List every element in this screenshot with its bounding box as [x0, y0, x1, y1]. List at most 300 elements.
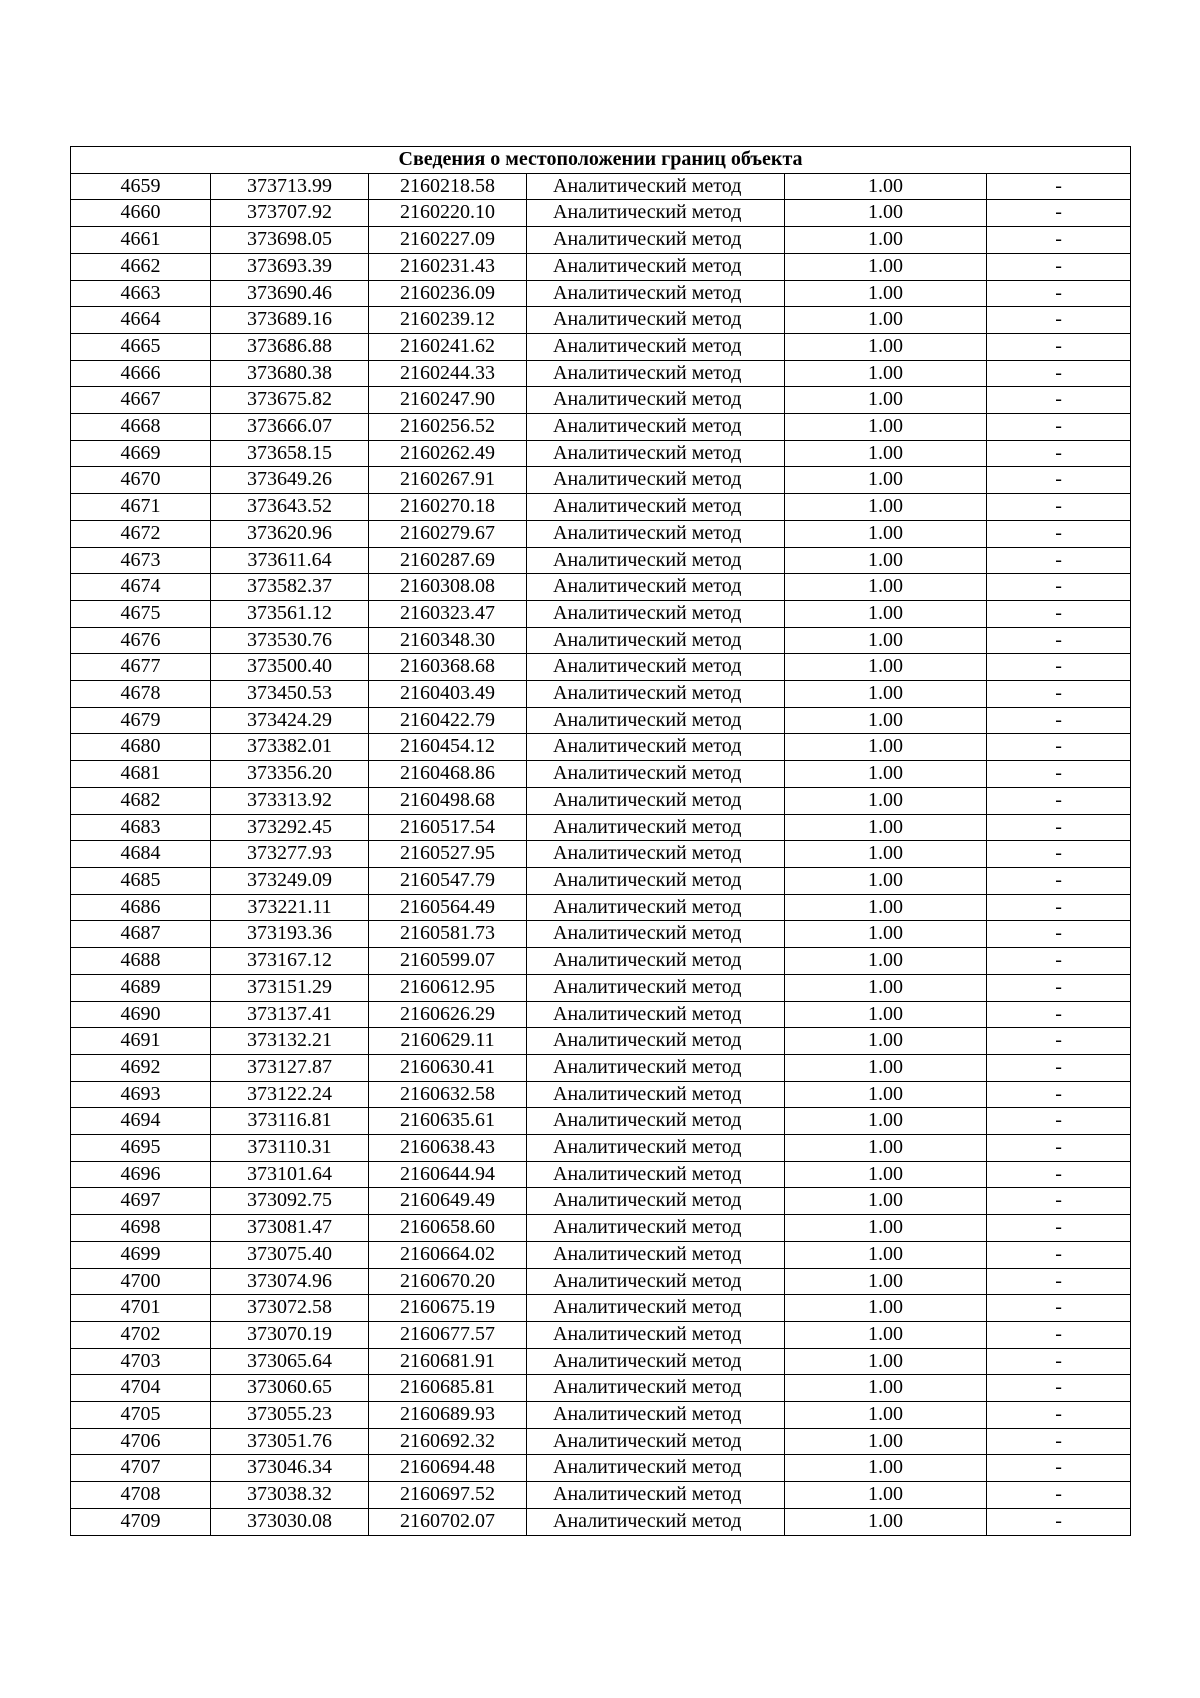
- x-coordinate: 373530.76: [211, 627, 369, 654]
- description-cell: -: [987, 414, 1131, 441]
- point-number: 4674: [71, 574, 211, 601]
- y-coordinate: 2160547.79: [369, 867, 527, 894]
- accuracy-cell: 1.00: [785, 921, 987, 948]
- method-cell: Аналитический метод: [527, 1108, 785, 1135]
- table-body: [71, 173, 1131, 1535]
- y-coordinate: 2160403.49: [369, 681, 527, 708]
- description-cell: -: [987, 761, 1131, 788]
- method-cell: Аналитический метод: [527, 1028, 785, 1055]
- table-title: Сведения о местоположении границ объекта: [71, 147, 1131, 174]
- description-cell: -: [987, 948, 1131, 975]
- point-number: 4659: [71, 173, 211, 200]
- table-row: [71, 1508, 1131, 1535]
- point-number: 4705: [71, 1402, 211, 1429]
- method-cell: Аналитический метод: [527, 681, 785, 708]
- point-number: 4702: [71, 1321, 211, 1348]
- description-cell: -: [987, 1108, 1131, 1135]
- y-coordinate: 2160348.30: [369, 627, 527, 654]
- method-cell: Аналитический метод: [527, 707, 785, 734]
- method-cell: Аналитический метод: [527, 227, 785, 254]
- description-cell: -: [987, 467, 1131, 494]
- point-number: 4701: [71, 1295, 211, 1322]
- y-coordinate: 2160368.68: [369, 654, 527, 681]
- method-cell: Аналитический метод: [527, 787, 785, 814]
- method-cell: Аналитический метод: [527, 654, 785, 681]
- y-coordinate: 2160287.69: [369, 547, 527, 574]
- point-number: 4704: [71, 1375, 211, 1402]
- point-number: 4708: [71, 1482, 211, 1509]
- description-cell: -: [987, 1508, 1131, 1535]
- x-coordinate: 373582.37: [211, 574, 369, 601]
- point-number: 4692: [71, 1054, 211, 1081]
- y-coordinate: 2160236.09: [369, 280, 527, 307]
- description-cell: -: [987, 1348, 1131, 1375]
- table-row: [71, 1028, 1131, 1055]
- table-row: [71, 1375, 1131, 1402]
- point-number: 4664: [71, 307, 211, 334]
- point-number: 4682: [71, 787, 211, 814]
- table-row: [71, 814, 1131, 841]
- table-row: [71, 307, 1131, 334]
- point-number: 4663: [71, 280, 211, 307]
- accuracy-cell: 1.00: [785, 520, 987, 547]
- point-number: 4679: [71, 707, 211, 734]
- x-coordinate: 373046.34: [211, 1455, 369, 1482]
- method-cell: Аналитический метод: [527, 414, 785, 441]
- accuracy-cell: 1.00: [785, 814, 987, 841]
- table-row: [71, 921, 1131, 948]
- table-row: [71, 1161, 1131, 1188]
- y-coordinate: 2160677.57: [369, 1321, 527, 1348]
- x-coordinate: 373072.58: [211, 1295, 369, 1322]
- x-coordinate: 373051.76: [211, 1428, 369, 1455]
- method-cell: Аналитический метод: [527, 1135, 785, 1162]
- x-coordinate: 373074.96: [211, 1268, 369, 1295]
- description-cell: -: [987, 494, 1131, 521]
- x-coordinate: 373689.16: [211, 307, 369, 334]
- description-cell: -: [987, 1295, 1131, 1322]
- x-coordinate: 373649.26: [211, 467, 369, 494]
- table-row: [71, 1348, 1131, 1375]
- y-coordinate: 2160638.43: [369, 1135, 527, 1162]
- y-coordinate: 2160599.07: [369, 948, 527, 975]
- point-number: 4688: [71, 948, 211, 975]
- point-number: 4680: [71, 734, 211, 761]
- table-row: [71, 227, 1131, 254]
- description-cell: -: [987, 253, 1131, 280]
- point-number: 4672: [71, 520, 211, 547]
- method-cell: Аналитический метод: [527, 280, 785, 307]
- description-cell: -: [987, 280, 1131, 307]
- accuracy-cell: 1.00: [785, 1001, 987, 1028]
- method-cell: Аналитический метод: [527, 494, 785, 521]
- y-coordinate: 2160270.18: [369, 494, 527, 521]
- table-row: [71, 1268, 1131, 1295]
- y-coordinate: 2160422.79: [369, 707, 527, 734]
- table-row: [71, 627, 1131, 654]
- description-cell: -: [987, 307, 1131, 334]
- table-row: [71, 707, 1131, 734]
- method-cell: Аналитический метод: [527, 1321, 785, 1348]
- x-coordinate: 373690.46: [211, 280, 369, 307]
- method-cell: Аналитический метод: [527, 921, 785, 948]
- description-cell: -: [987, 681, 1131, 708]
- description-cell: -: [987, 1161, 1131, 1188]
- accuracy-cell: 1.00: [785, 253, 987, 280]
- y-coordinate: 2160247.90: [369, 387, 527, 414]
- table-row: [71, 547, 1131, 574]
- description-cell: -: [987, 387, 1131, 414]
- accuracy-cell: 1.00: [785, 1081, 987, 1108]
- table-row: [71, 494, 1131, 521]
- point-number: 4662: [71, 253, 211, 280]
- accuracy-cell: 1.00: [785, 1295, 987, 1322]
- description-cell: -: [987, 894, 1131, 921]
- accuracy-cell: 1.00: [785, 280, 987, 307]
- accuracy-cell: 1.00: [785, 867, 987, 894]
- accuracy-cell: 1.00: [785, 574, 987, 601]
- method-cell: Аналитический метод: [527, 600, 785, 627]
- table-row: [71, 574, 1131, 601]
- point-number: 4709: [71, 1508, 211, 1535]
- table-row: [71, 1188, 1131, 1215]
- y-coordinate: 2160694.48: [369, 1455, 527, 1482]
- table-row: [71, 414, 1131, 441]
- y-coordinate: 2160664.02: [369, 1241, 527, 1268]
- description-cell: -: [987, 360, 1131, 387]
- accuracy-cell: 1.00: [785, 1455, 987, 1482]
- table-row: [71, 333, 1131, 360]
- point-number: 4676: [71, 627, 211, 654]
- table-row: [71, 1295, 1131, 1322]
- accuracy-cell: 1.00: [785, 173, 987, 200]
- accuracy-cell: 1.00: [785, 360, 987, 387]
- description-cell: -: [987, 1241, 1131, 1268]
- description-cell: -: [987, 841, 1131, 868]
- x-coordinate: 373060.65: [211, 1375, 369, 1402]
- y-coordinate: 2160308.08: [369, 574, 527, 601]
- accuracy-cell: 1.00: [785, 1428, 987, 1455]
- accuracy-cell: 1.00: [785, 467, 987, 494]
- point-number: 4668: [71, 414, 211, 441]
- point-number: 4697: [71, 1188, 211, 1215]
- method-cell: Аналитический метод: [527, 307, 785, 334]
- description-cell: -: [987, 787, 1131, 814]
- y-coordinate: 2160689.93: [369, 1402, 527, 1429]
- y-coordinate: 2160692.32: [369, 1428, 527, 1455]
- x-coordinate: 373500.40: [211, 654, 369, 681]
- y-coordinate: 2160681.91: [369, 1348, 527, 1375]
- table-row: [71, 173, 1131, 200]
- description-cell: -: [987, 227, 1131, 254]
- x-coordinate: 373698.05: [211, 227, 369, 254]
- point-number: 4675: [71, 600, 211, 627]
- accuracy-cell: 1.00: [785, 1375, 987, 1402]
- accuracy-cell: 1.00: [785, 707, 987, 734]
- table-row: [71, 894, 1131, 921]
- method-cell: Аналитический метод: [527, 547, 785, 574]
- y-coordinate: 2160685.81: [369, 1375, 527, 1402]
- y-coordinate: 2160629.11: [369, 1028, 527, 1055]
- x-coordinate: 373292.45: [211, 814, 369, 841]
- x-coordinate: 373561.12: [211, 600, 369, 627]
- description-cell: -: [987, 867, 1131, 894]
- y-coordinate: 2160241.62: [369, 333, 527, 360]
- table-row: [71, 280, 1131, 307]
- accuracy-cell: 1.00: [785, 841, 987, 868]
- accuracy-cell: 1.00: [785, 600, 987, 627]
- x-coordinate: 373092.75: [211, 1188, 369, 1215]
- description-cell: -: [987, 547, 1131, 574]
- method-cell: Аналитический метод: [527, 1295, 785, 1322]
- accuracy-cell: 1.00: [785, 1268, 987, 1295]
- table-title-row: [71, 147, 1131, 174]
- x-coordinate: 373424.29: [211, 707, 369, 734]
- x-coordinate: 373382.01: [211, 734, 369, 761]
- accuracy-cell: 1.00: [785, 1508, 987, 1535]
- x-coordinate: 373127.87: [211, 1054, 369, 1081]
- accuracy-cell: 1.00: [785, 1482, 987, 1509]
- x-coordinate: 373680.38: [211, 360, 369, 387]
- accuracy-cell: 1.00: [785, 440, 987, 467]
- point-number: 4687: [71, 921, 211, 948]
- table-row: [71, 1081, 1131, 1108]
- x-coordinate: 373666.07: [211, 414, 369, 441]
- y-coordinate: 2160675.19: [369, 1295, 527, 1322]
- point-number: 4699: [71, 1241, 211, 1268]
- method-cell: Аналитический метод: [527, 1054, 785, 1081]
- x-coordinate: 373167.12: [211, 948, 369, 975]
- y-coordinate: 2160581.73: [369, 921, 527, 948]
- x-coordinate: 373070.19: [211, 1321, 369, 1348]
- point-number: 4685: [71, 867, 211, 894]
- accuracy-cell: 1.00: [785, 948, 987, 975]
- x-coordinate: 373030.08: [211, 1508, 369, 1535]
- x-coordinate: 373116.81: [211, 1108, 369, 1135]
- point-number: 4686: [71, 894, 211, 921]
- x-coordinate: 373713.99: [211, 173, 369, 200]
- point-number: 4665: [71, 333, 211, 360]
- table-row: [71, 1054, 1131, 1081]
- method-cell: Аналитический метод: [527, 814, 785, 841]
- point-number: 4684: [71, 841, 211, 868]
- method-cell: Аналитический метод: [527, 974, 785, 1001]
- table-row: [71, 1428, 1131, 1455]
- method-cell: Аналитический метод: [527, 387, 785, 414]
- point-number: 4706: [71, 1428, 211, 1455]
- accuracy-cell: 1.00: [785, 654, 987, 681]
- y-coordinate: 2160262.49: [369, 440, 527, 467]
- description-cell: -: [987, 173, 1131, 200]
- boundary-coordinates-table: [70, 146, 1131, 1536]
- point-number: 4660: [71, 200, 211, 227]
- table-row: [71, 520, 1131, 547]
- y-coordinate: 2160267.91: [369, 467, 527, 494]
- description-cell: -: [987, 600, 1131, 627]
- table-row: [71, 867, 1131, 894]
- description-cell: -: [987, 440, 1131, 467]
- accuracy-cell: 1.00: [785, 333, 987, 360]
- x-coordinate: 373193.36: [211, 921, 369, 948]
- y-coordinate: 2160612.95: [369, 974, 527, 1001]
- method-cell: Аналитический метод: [527, 948, 785, 975]
- description-cell: -: [987, 1268, 1131, 1295]
- table-row: [71, 948, 1131, 975]
- accuracy-cell: 1.00: [785, 1108, 987, 1135]
- y-coordinate: 2160702.07: [369, 1508, 527, 1535]
- y-coordinate: 2160632.58: [369, 1081, 527, 1108]
- y-coordinate: 2160323.47: [369, 600, 527, 627]
- y-coordinate: 2160658.60: [369, 1215, 527, 1242]
- point-number: 4661: [71, 227, 211, 254]
- table-row: [71, 974, 1131, 1001]
- x-coordinate: 373110.31: [211, 1135, 369, 1162]
- description-cell: -: [987, 1215, 1131, 1242]
- y-coordinate: 2160527.95: [369, 841, 527, 868]
- method-cell: Аналитический метод: [527, 1188, 785, 1215]
- accuracy-cell: 1.00: [785, 1348, 987, 1375]
- method-cell: Аналитический метод: [527, 1001, 785, 1028]
- description-cell: -: [987, 814, 1131, 841]
- x-coordinate: 373686.88: [211, 333, 369, 360]
- method-cell: Аналитический метод: [527, 1428, 785, 1455]
- table-row: [71, 1455, 1131, 1482]
- description-cell: -: [987, 1455, 1131, 1482]
- y-coordinate: 2160644.94: [369, 1161, 527, 1188]
- x-coordinate: 373313.92: [211, 787, 369, 814]
- point-number: 4695: [71, 1135, 211, 1162]
- point-number: 4690: [71, 1001, 211, 1028]
- accuracy-cell: 1.00: [785, 974, 987, 1001]
- y-coordinate: 2160626.29: [369, 1001, 527, 1028]
- y-coordinate: 2160630.41: [369, 1054, 527, 1081]
- method-cell: Аналитический метод: [527, 1161, 785, 1188]
- description-cell: -: [987, 1001, 1131, 1028]
- description-cell: -: [987, 1428, 1131, 1455]
- y-coordinate: 2160231.43: [369, 253, 527, 280]
- x-coordinate: 373221.11: [211, 894, 369, 921]
- table-row: [71, 761, 1131, 788]
- point-number: 4671: [71, 494, 211, 521]
- table-row: [71, 681, 1131, 708]
- method-cell: Аналитический метод: [527, 867, 785, 894]
- x-coordinate: 373132.21: [211, 1028, 369, 1055]
- accuracy-cell: 1.00: [785, 1321, 987, 1348]
- accuracy-cell: 1.00: [785, 387, 987, 414]
- method-cell: Аналитический метод: [527, 574, 785, 601]
- accuracy-cell: 1.00: [785, 1054, 987, 1081]
- point-number: 4677: [71, 654, 211, 681]
- point-number: 4681: [71, 761, 211, 788]
- table-row: [71, 1321, 1131, 1348]
- description-cell: -: [987, 1081, 1131, 1108]
- accuracy-cell: 1.00: [785, 681, 987, 708]
- point-number: 4678: [71, 681, 211, 708]
- y-coordinate: 2160220.10: [369, 200, 527, 227]
- table-row: [71, 600, 1131, 627]
- point-number: 4703: [71, 1348, 211, 1375]
- description-cell: -: [987, 1028, 1131, 1055]
- method-cell: Аналитический метод: [527, 761, 785, 788]
- description-cell: -: [987, 921, 1131, 948]
- x-coordinate: 373137.41: [211, 1001, 369, 1028]
- x-coordinate: 373122.24: [211, 1081, 369, 1108]
- method-cell: Аналитический метод: [527, 1081, 785, 1108]
- method-cell: Аналитический метод: [527, 1508, 785, 1535]
- accuracy-cell: 1.00: [785, 200, 987, 227]
- method-cell: Аналитический метод: [527, 841, 785, 868]
- method-cell: Аналитический метод: [527, 467, 785, 494]
- method-cell: Аналитический метод: [527, 627, 785, 654]
- point-number: 4707: [71, 1455, 211, 1482]
- y-coordinate: 2160564.49: [369, 894, 527, 921]
- point-number: 4669: [71, 440, 211, 467]
- x-coordinate: 373038.32: [211, 1482, 369, 1509]
- point-number: 4696: [71, 1161, 211, 1188]
- method-cell: Аналитический метод: [527, 734, 785, 761]
- description-cell: -: [987, 1375, 1131, 1402]
- accuracy-cell: 1.00: [785, 414, 987, 441]
- x-coordinate: 373675.82: [211, 387, 369, 414]
- description-cell: -: [987, 974, 1131, 1001]
- point-number: 4698: [71, 1215, 211, 1242]
- description-cell: -: [987, 627, 1131, 654]
- accuracy-cell: 1.00: [785, 1402, 987, 1429]
- method-cell: Аналитический метод: [527, 1402, 785, 1429]
- x-coordinate: 373151.29: [211, 974, 369, 1001]
- y-coordinate: 2160635.61: [369, 1108, 527, 1135]
- point-number: 4693: [71, 1081, 211, 1108]
- accuracy-cell: 1.00: [785, 1215, 987, 1242]
- description-cell: -: [987, 333, 1131, 360]
- point-number: 4689: [71, 974, 211, 1001]
- method-cell: Аналитический метод: [527, 1455, 785, 1482]
- method-cell: Аналитический метод: [527, 200, 785, 227]
- accuracy-cell: 1.00: [785, 627, 987, 654]
- description-cell: -: [987, 1054, 1131, 1081]
- y-coordinate: 2160498.68: [369, 787, 527, 814]
- accuracy-cell: 1.00: [785, 1241, 987, 1268]
- x-coordinate: 373620.96: [211, 520, 369, 547]
- method-cell: Аналитический метод: [527, 894, 785, 921]
- description-cell: -: [987, 734, 1131, 761]
- table-row: [71, 1135, 1131, 1162]
- table-row: [71, 253, 1131, 280]
- table-row: [71, 1108, 1131, 1135]
- description-cell: -: [987, 1402, 1131, 1429]
- accuracy-cell: 1.00: [785, 787, 987, 814]
- y-coordinate: 2160218.58: [369, 173, 527, 200]
- x-coordinate: 373356.20: [211, 761, 369, 788]
- table-row: [71, 360, 1131, 387]
- table-row: [71, 1482, 1131, 1509]
- method-cell: Аналитический метод: [527, 253, 785, 280]
- y-coordinate: 2160697.52: [369, 1482, 527, 1509]
- table-row: [71, 467, 1131, 494]
- description-cell: -: [987, 520, 1131, 547]
- accuracy-cell: 1.00: [785, 1161, 987, 1188]
- x-coordinate: 373249.09: [211, 867, 369, 894]
- table-row: [71, 1402, 1131, 1429]
- table-row: [71, 841, 1131, 868]
- x-coordinate: 373075.40: [211, 1241, 369, 1268]
- y-coordinate: 2160227.09: [369, 227, 527, 254]
- description-cell: -: [987, 1188, 1131, 1215]
- description-cell: -: [987, 1135, 1131, 1162]
- x-coordinate: 373643.52: [211, 494, 369, 521]
- description-cell: -: [987, 654, 1131, 681]
- point-number: 4670: [71, 467, 211, 494]
